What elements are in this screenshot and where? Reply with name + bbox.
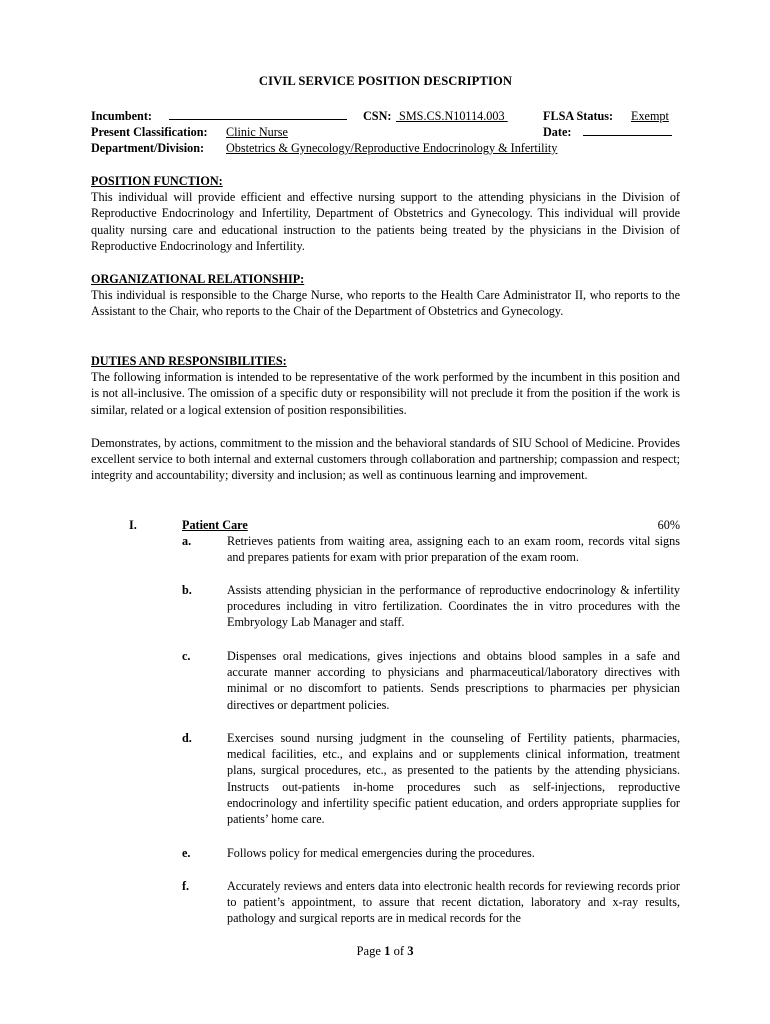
- section-title: Patient Care: [182, 518, 248, 532]
- incumbent-blank: [169, 108, 347, 120]
- page-footer: [0, 943, 770, 959]
- duties-section: [91, 353, 680, 418]
- duty-item-letter: f.: [182, 879, 190, 893]
- csn-label: CSN:: [363, 109, 392, 123]
- flsa-value: Exempt: [631, 109, 669, 123]
- org-relationship-section: [91, 271, 680, 320]
- duty-item-text: Retrieves patients from waiting area, assigning each to an exam room, records vital signs and prepares patients for exam with prior preparation of the exam room.: [227, 534, 680, 565]
- csn-value: SMS.CS.N10114.003: [399, 109, 505, 123]
- duty-item-letter: a.: [182, 534, 192, 548]
- department-value: Obstetrics & Gynecology/Reproductive Endocrinology & Infertility: [226, 141, 558, 155]
- header-row-1: [91, 108, 680, 124]
- date-blank: [583, 124, 672, 136]
- duties-intro: The following information is intended to be representative of the work performed by the incumbent in this position and is not all-inclusive. The omission of a specific duty or responsibility will not preclude it from the position if the work is similar, related or a logical extension of position responsibilities.: [91, 370, 680, 417]
- duties-heading: DUTIES AND RESPONSIBILITIES:: [91, 354, 287, 368]
- page-number: 1: [384, 944, 391, 958]
- org-relationship-heading: ORGANIZATIONAL RELATIONSHIP:: [91, 272, 305, 286]
- mission-paragraph: Demonstrates, by actions, commitment to the mission and the behavioral standards of SIU School of Medicine. Provides excellent service to both internal and external customers through collaboration and partnership; compassion and respect; integrity and accountability; diversity and inclusion; as well as continuous learning and improvement.: [91, 436, 680, 483]
- classification-label: Present Classification:: [91, 125, 208, 139]
- incumbent-label: Incumbent:: [91, 109, 152, 123]
- section-numeral: I.: [129, 518, 137, 532]
- position-function-section: [91, 173, 680, 254]
- duty-item-text: Follows policy for medical emergencies during the procedures.: [227, 846, 535, 860]
- page-word: Page: [356, 944, 381, 958]
- org-relationship-text: This individual is responsible to the Charge Nurse, who reports to the Health Care Administrator II, who reports to the Assistant to the Chair, who reports to the Chair of the Department of Obstetrics and Gynecology.: [91, 288, 680, 319]
- duty-item-text: Dispenses oral medications, gives injections and obtains blood samples in a safe and accurate manner according to physicians and pharmaceutical/laboratory directives with minimal or no discomfort to patients. Sends prescriptions to pharmacies per physician directives or department policies.: [227, 649, 680, 712]
- header-row-3: [91, 140, 680, 156]
- document-title: CIVIL SERVICE POSITION DESCRIPTION: [258, 74, 513, 88]
- date-label: Date:: [543, 125, 572, 139]
- position-function-heading: POSITION FUNCTION:: [91, 174, 223, 188]
- page-total: 3: [407, 944, 414, 958]
- department-label: Department/Division:: [91, 141, 205, 155]
- duty-item-letter: d.: [182, 731, 192, 745]
- position-function-text: This individual will provide efficient and effective nursing support to the attending physicians in the Division of Reproductive Endocrinology and Infertility, Department of Obstetrics and Gynecology. This individual will provide quality nursing care and educational instruction to the patients being treated by the physicians in the Division of Reproductive Endocrinology and Infertility.: [91, 190, 680, 253]
- of-word: of: [393, 944, 405, 958]
- duty-item-text: Exercises sound nursing judgment in the counseling of Fertility patients, pharmacies, medical facilities, etc., and explains and or supplements clinical information, treatment plans, surgical procedures, etc., as presented to the patients by the attending physicians. Instructs out-patients in-home procedures such as self-injections, reproductive endocrinology and infertility specific patient education, and orders appropriate supplies for patients’ home care.: [227, 731, 680, 827]
- duty-item-letter: c.: [182, 649, 191, 663]
- duty-item-text: Assists attending physician in the performance of reproductive endocrinology & infertility procedures including in vitro fertilization. Coordinates the in vitro procedures with the Embryology Lab Manager and staff.: [227, 583, 680, 630]
- duty-item-letter: b.: [182, 583, 192, 597]
- header-row-2: [91, 124, 680, 140]
- duty-item-letter: e.: [182, 846, 191, 860]
- duty-item-text: Accurately reviews and enters data into electronic health records for reviewing records prior to patient’s appointment, to assure that recent dictation, laboratory and x-ray results, pathology and surgical reports are in medical records for the: [227, 879, 680, 926]
- classification-value: Clinic Nurse: [226, 125, 288, 139]
- flsa-label: FLSA Status:: [543, 109, 614, 123]
- section-percent: 60%: [657, 518, 680, 532]
